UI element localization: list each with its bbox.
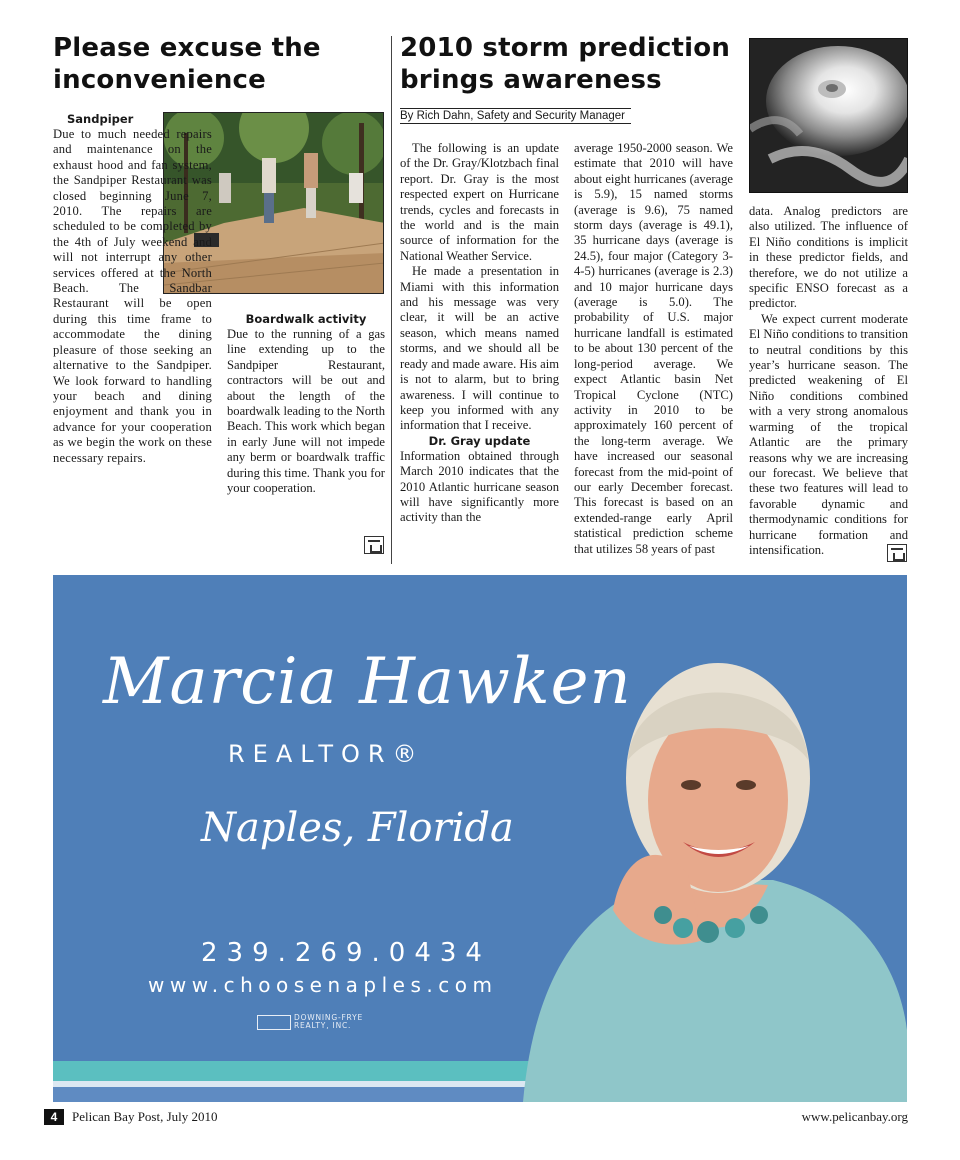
realtor-advertisement — [53, 575, 907, 1102]
byline: By Rich Dahn, Safety and Security Manager — [400, 108, 631, 124]
left-headline: Please excuse the inconvenience — [53, 33, 321, 95]
storm-para-1: The following is an update of the Dr. Gray/Klotzbach final report. Dr. Gray is the most respected expert on Hurricane trends, cycles and forecasts in the world and is the main source of information for the National Weather Service. — [400, 141, 559, 263]
right-headline: 2010 storm prediction brings awareness — [400, 33, 731, 95]
boardwalk-body: Due to the running of a gas line extending up to the Sandpiper Restaurant, contractors will be out and about the length of the boardwalk leading to the North Beach. This work which began in early June will not impede any berm or boardwalk traffic during this time. Thank you for your cooperation. — [227, 327, 385, 496]
logo-text: DOWNING-FRYE REALTY, INC. — [294, 1013, 364, 1030]
logo-icon — [257, 1015, 291, 1030]
brokerage-logo — [257, 1015, 397, 1031]
storm-para-5: data. Analog predictors are also utilized. The influence of El Niño conditions is implicit in these predictor fields, and therefore, we do not utilize a specific ENSO forecast as a predictor. — [749, 204, 908, 311]
sandpiper-column — [53, 112, 212, 564]
storm-para-4: average 1950-2000 season. We estimate that 2010 will have about eight hurricanes (average is 5.9), 15 named storms (average is 9.6), 75 named storm days (average is 49.1), 35 hurricane days (average is 24.5), four major (Category 3-4-5) hurricanes (average is 2.3) and 10 major hurricane days (average is 5.0). The probability of U.S. major hurricane landfall is estimated to be about 130 percent of the long-period average. We expect Atlantic basin Net Tropical Cyclone (NTC) activity in 2010 to be approximately 160 percent of the long-term average. We have increased our seasonal forecast from the mid-point of our early December forecast. This forecast is based on an extended-range early April statistical prediction scheme that utilizes 58 years of past — [574, 141, 733, 556]
ad-agent-name: Marcia Hawken — [103, 645, 632, 719]
storm-para-2: He made a presentation in Miami with this information and his message was very clear, it will be an active season, which means named storms, and we should all be ready and made aware. His aim is not to alarm, but to bring awareness. I will continue to keep you informed with any information that I receive. — [400, 264, 559, 433]
end-mark-icon — [887, 544, 907, 562]
storm-column-1 — [400, 141, 559, 563]
ad-city: Naples, Florida — [201, 805, 514, 851]
boardwalk-subhead: Boardwalk activity — [245, 312, 367, 326]
ad-realtor-title: REALTOR® — [228, 740, 425, 768]
hurricane-satellite-photo — [749, 38, 908, 193]
boardwalk-column — [227, 312, 385, 532]
storm-para-3: Information obtained through March 2010 indicates that the 2010 Atlantic hurricane season will have significantly more activity than the — [400, 448, 559, 525]
page-number: 4 — [44, 1109, 64, 1125]
end-mark-icon — [364, 536, 384, 554]
ad-phone: 239.269.0434 — [201, 938, 491, 968]
footer-website: www.pelicanbay.org — [801, 1109, 908, 1124]
column-divider — [391, 36, 392, 564]
sandpiper-subhead: Sandpiper — [67, 112, 134, 126]
storm-column-3 — [749, 204, 908, 564]
agent-portrait — [513, 610, 907, 1102]
storm-para-6: We expect current moderate El Niño conditions to transition to neutral conditions by this year’s hurricane season. The predicted weakening of El Niño conditions combined with a very strong anomalous warming of the tropical Atlantic are the primary reasons why we are increasing our forecast. We believe that these two features will lead to favorable dynamic and thermodynamic conditions for hurricane formation and intensification. — [749, 311, 908, 557]
storm-column-2 — [574, 141, 733, 563]
gray-subhead: Dr. Gray update — [428, 433, 531, 448]
publication-info: Pelican Bay Post, July 2010 — [72, 1109, 218, 1124]
page-footer — [44, 1107, 908, 1129]
sandpiper-body: Due to much needed repairs and maintenance on the exhaust hood and fan system, the Sandpiper Restaurant was closed beginning June 7, 2010. The repairs are scheduled to be completed by the 4th of July weekend and will not interrupt any other services offered at the North Beach. The Sandbar Restaurant will be open during this time frame to accommodate the dining pleasure of those seeking an alternative to the Sandpiper. We look forward to handling your beach and dining enjoyment and thank you in advance for your cooperation as we begin the work on these necessary repairs. — [53, 127, 212, 465]
ad-website: www.choosenaples.com — [148, 973, 498, 997]
